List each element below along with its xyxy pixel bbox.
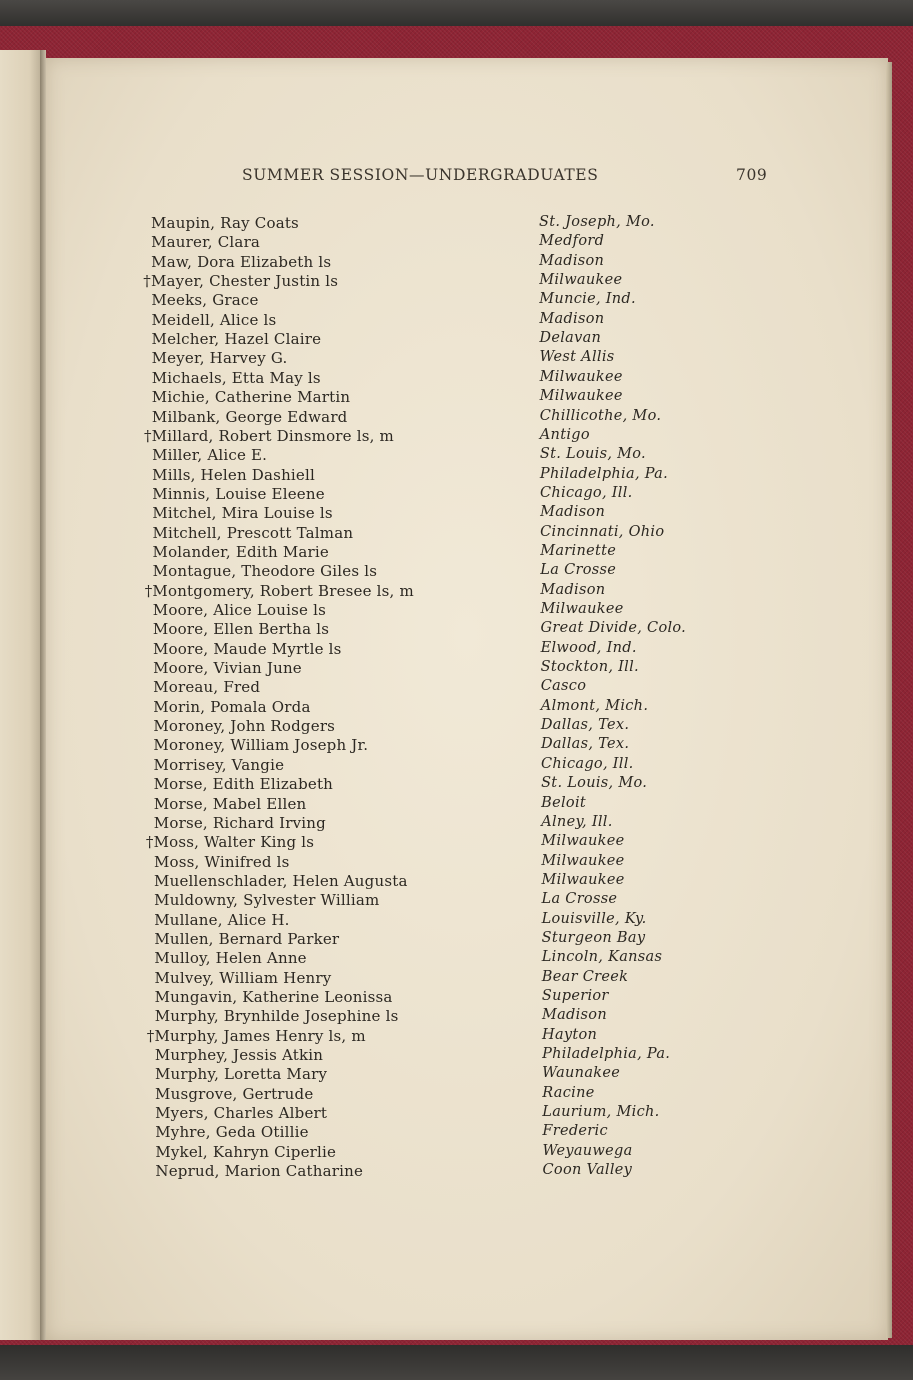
entry-name: Melcher, Hazel Claire [151, 330, 322, 349]
entry-name: Morrisey, Vangie [153, 755, 285, 774]
running-head-title: SUMMER SESSION—UNDERGRADUATES [242, 166, 599, 184]
entry-place: St. Louis, Mo. [541, 775, 648, 792]
entry-place: Superior [541, 988, 609, 1004]
entry-place: Casco [540, 678, 587, 695]
entry-place: La Crosse [541, 891, 618, 908]
entry-name: Morse, Richard Irving [153, 813, 326, 832]
entry-name: Murphy, Brynhilde Josephine ls [154, 1007, 399, 1026]
entry-place: Great Divide, Colo. [540, 620, 687, 637]
entry-place: Lincoln, Kansas [541, 949, 663, 966]
entry-place: Milwaukee [541, 833, 625, 850]
entry-place: Louisville, Ky. [541, 910, 647, 927]
entry-name: Maupin, Ray Coats [151, 214, 299, 232]
entry-place: Milwaukee [539, 272, 623, 289]
page-number: 709 [736, 166, 768, 184]
entry-place: Milwaukee [539, 388, 623, 405]
scan-background-bottom [0, 1345, 913, 1380]
entry-place: Madison [539, 252, 605, 269]
entry-name: †Montgomery, Robert Bresee ls, m [144, 581, 414, 600]
entry-name: Mitchell, Prescott Talman [152, 523, 354, 542]
entry-place: Laurium, Mich. [542, 1104, 660, 1121]
entry-place: Dallas, Tex. [540, 736, 630, 753]
scan-background-top [0, 0, 913, 28]
entry-name: Maw, Dora Elizabeth ls [151, 252, 332, 271]
entry-place: Muncie, Ind. [539, 291, 636, 308]
entry-name: Myhre, Geda Otillie [155, 1123, 309, 1142]
entry-name: Mullane, Alice H. [154, 910, 290, 929]
entry-place: Madison [539, 310, 605, 327]
facing-page-edge [0, 50, 42, 1340]
entry-name: Moroney, John Rodgers [153, 717, 336, 736]
entry-place: Delavan [539, 330, 602, 347]
entry-place: Cincinnati, Ohio [540, 523, 665, 540]
entry-place: Waunakee [542, 1065, 621, 1082]
entry-place: Sturgeon Bay [541, 929, 646, 946]
entry-name: Mungavin, Katherine Leonissa [154, 988, 393, 1006]
entry-name: Mullen, Bernard Parker [154, 929, 340, 948]
entry-name: Myers, Charles Albert [155, 1104, 328, 1123]
entry-name: Neprud, Marion Catharine [155, 1162, 364, 1181]
entry-name: Morse, Edith Elizabeth [153, 775, 334, 794]
running-header [242, 166, 768, 190]
entry-place: Dallas, Tex. [540, 717, 630, 734]
entry-place: Philadelphia, Pa. [542, 1046, 671, 1063]
entry-place: Beloit [541, 794, 587, 811]
entry-name: Maurer, Clara [151, 233, 261, 252]
entry-place: Philadelphia, Pa. [539, 465, 669, 482]
entry-name: Michaels, Etta May ls [151, 368, 321, 387]
entry-name: Muellenschlader, Helen Augusta [154, 871, 408, 890]
entry-name: Michie, Catherine Martin [151, 388, 351, 407]
entry-place: Chicago, Ill. [541, 755, 634, 772]
entry-place: Coon Valley [542, 1162, 633, 1179]
entry-name: Mills, Helen Dashiell [152, 465, 315, 484]
entry-name: Milbank, George Edward [151, 407, 348, 426]
entry-place: Marinette [540, 542, 617, 559]
entry-place: Racine [542, 1084, 595, 1101]
entry-name: Montague, Theodore Giles ls [152, 562, 378, 581]
entry-name: Morse, Mabel Ellen [153, 794, 307, 813]
entry-place: St. Joseph, Mo. [539, 214, 655, 230]
entry-name: Molander, Edith Marie [152, 542, 329, 561]
entry-name: Murphey, Jessis Atkin [154, 1046, 324, 1065]
entry-place: St. Louis, Mo. [539, 446, 646, 463]
entry-place: Bear Creek [541, 968, 629, 985]
entry-name: Moore, Maude Myrtle ls [152, 639, 342, 658]
entry-place: Madison [540, 581, 606, 598]
entry-name: †Moss, Walter King ls [145, 833, 315, 852]
entry-place: West Allis [539, 349, 615, 366]
entry-name: Moore, Vivian June [153, 659, 302, 678]
entry-place: Almont, Mich. [540, 697, 649, 714]
entry-name: Meidell, Alice ls [151, 310, 277, 329]
entry-place: Alney, Ill. [541, 813, 613, 830]
entry-name: Moore, Ellen Bertha ls [152, 620, 330, 639]
entry-name: †Millard, Robert Dinsmore ls, m [143, 426, 394, 445]
entry-name: Moss, Winifred ls [153, 852, 290, 871]
entry-name: Mulloy, Helen Anne [154, 949, 307, 968]
entry-name: Mitchel, Mira Louise ls [152, 504, 333, 523]
entry-place: Madison [541, 1007, 607, 1024]
entry-place: Antigo [539, 426, 590, 443]
entry-place: Milwaukee [541, 871, 625, 888]
entry-name: Morin, Pomala Orda [153, 697, 311, 716]
entry-name: †Murphy, James Henry ls, m [146, 1026, 366, 1045]
entry-name: Murphy, Loretta Mary [154, 1065, 328, 1084]
entry-place: Hayton [542, 1026, 598, 1043]
entry-name: Meeks, Grace [151, 291, 259, 310]
entry-place: Elwood, Ind. [540, 639, 637, 656]
entry-name: Minnis, Louise Eleene [152, 484, 325, 503]
page-edge [886, 62, 892, 1338]
entry-place: Medford [539, 233, 605, 250]
entry-place: Frederic [542, 1123, 608, 1140]
entry-place: Madison [540, 504, 606, 521]
entry-name: Mykel, Kahryn Ciperlie [155, 1142, 337, 1161]
entry-place: Chicago, Ill. [540, 484, 633, 501]
entry-name: Muldowny, Sylvester William [154, 891, 380, 910]
entry-place: Milwaukee [539, 368, 623, 385]
entry-name: Moroney, William Joseph Jr. [153, 736, 369, 755]
entry-name: Moreau, Fred [153, 678, 261, 697]
entry-place: Milwaukee [541, 852, 625, 869]
entry-name: †Mayer, Chester Justin ls [143, 272, 339, 291]
entry-place: La Crosse [540, 562, 617, 579]
entry-place: Milwaukee [540, 601, 624, 617]
entry-place: Stockton, Ill. [540, 659, 639, 676]
entry-name: Mulvey, William Henry [154, 968, 332, 987]
entry-name: Moore, Alice Louise ls [152, 601, 326, 619]
entry-name: Musgrove, Gertrude [155, 1084, 314, 1103]
entry-name: Miller, Alice E. [152, 446, 268, 465]
entry-place: Weyauwega [542, 1142, 633, 1159]
entry-place: Chillicothe, Mo. [539, 407, 662, 424]
entry-name: Meyer, Harvey G. [151, 349, 288, 368]
